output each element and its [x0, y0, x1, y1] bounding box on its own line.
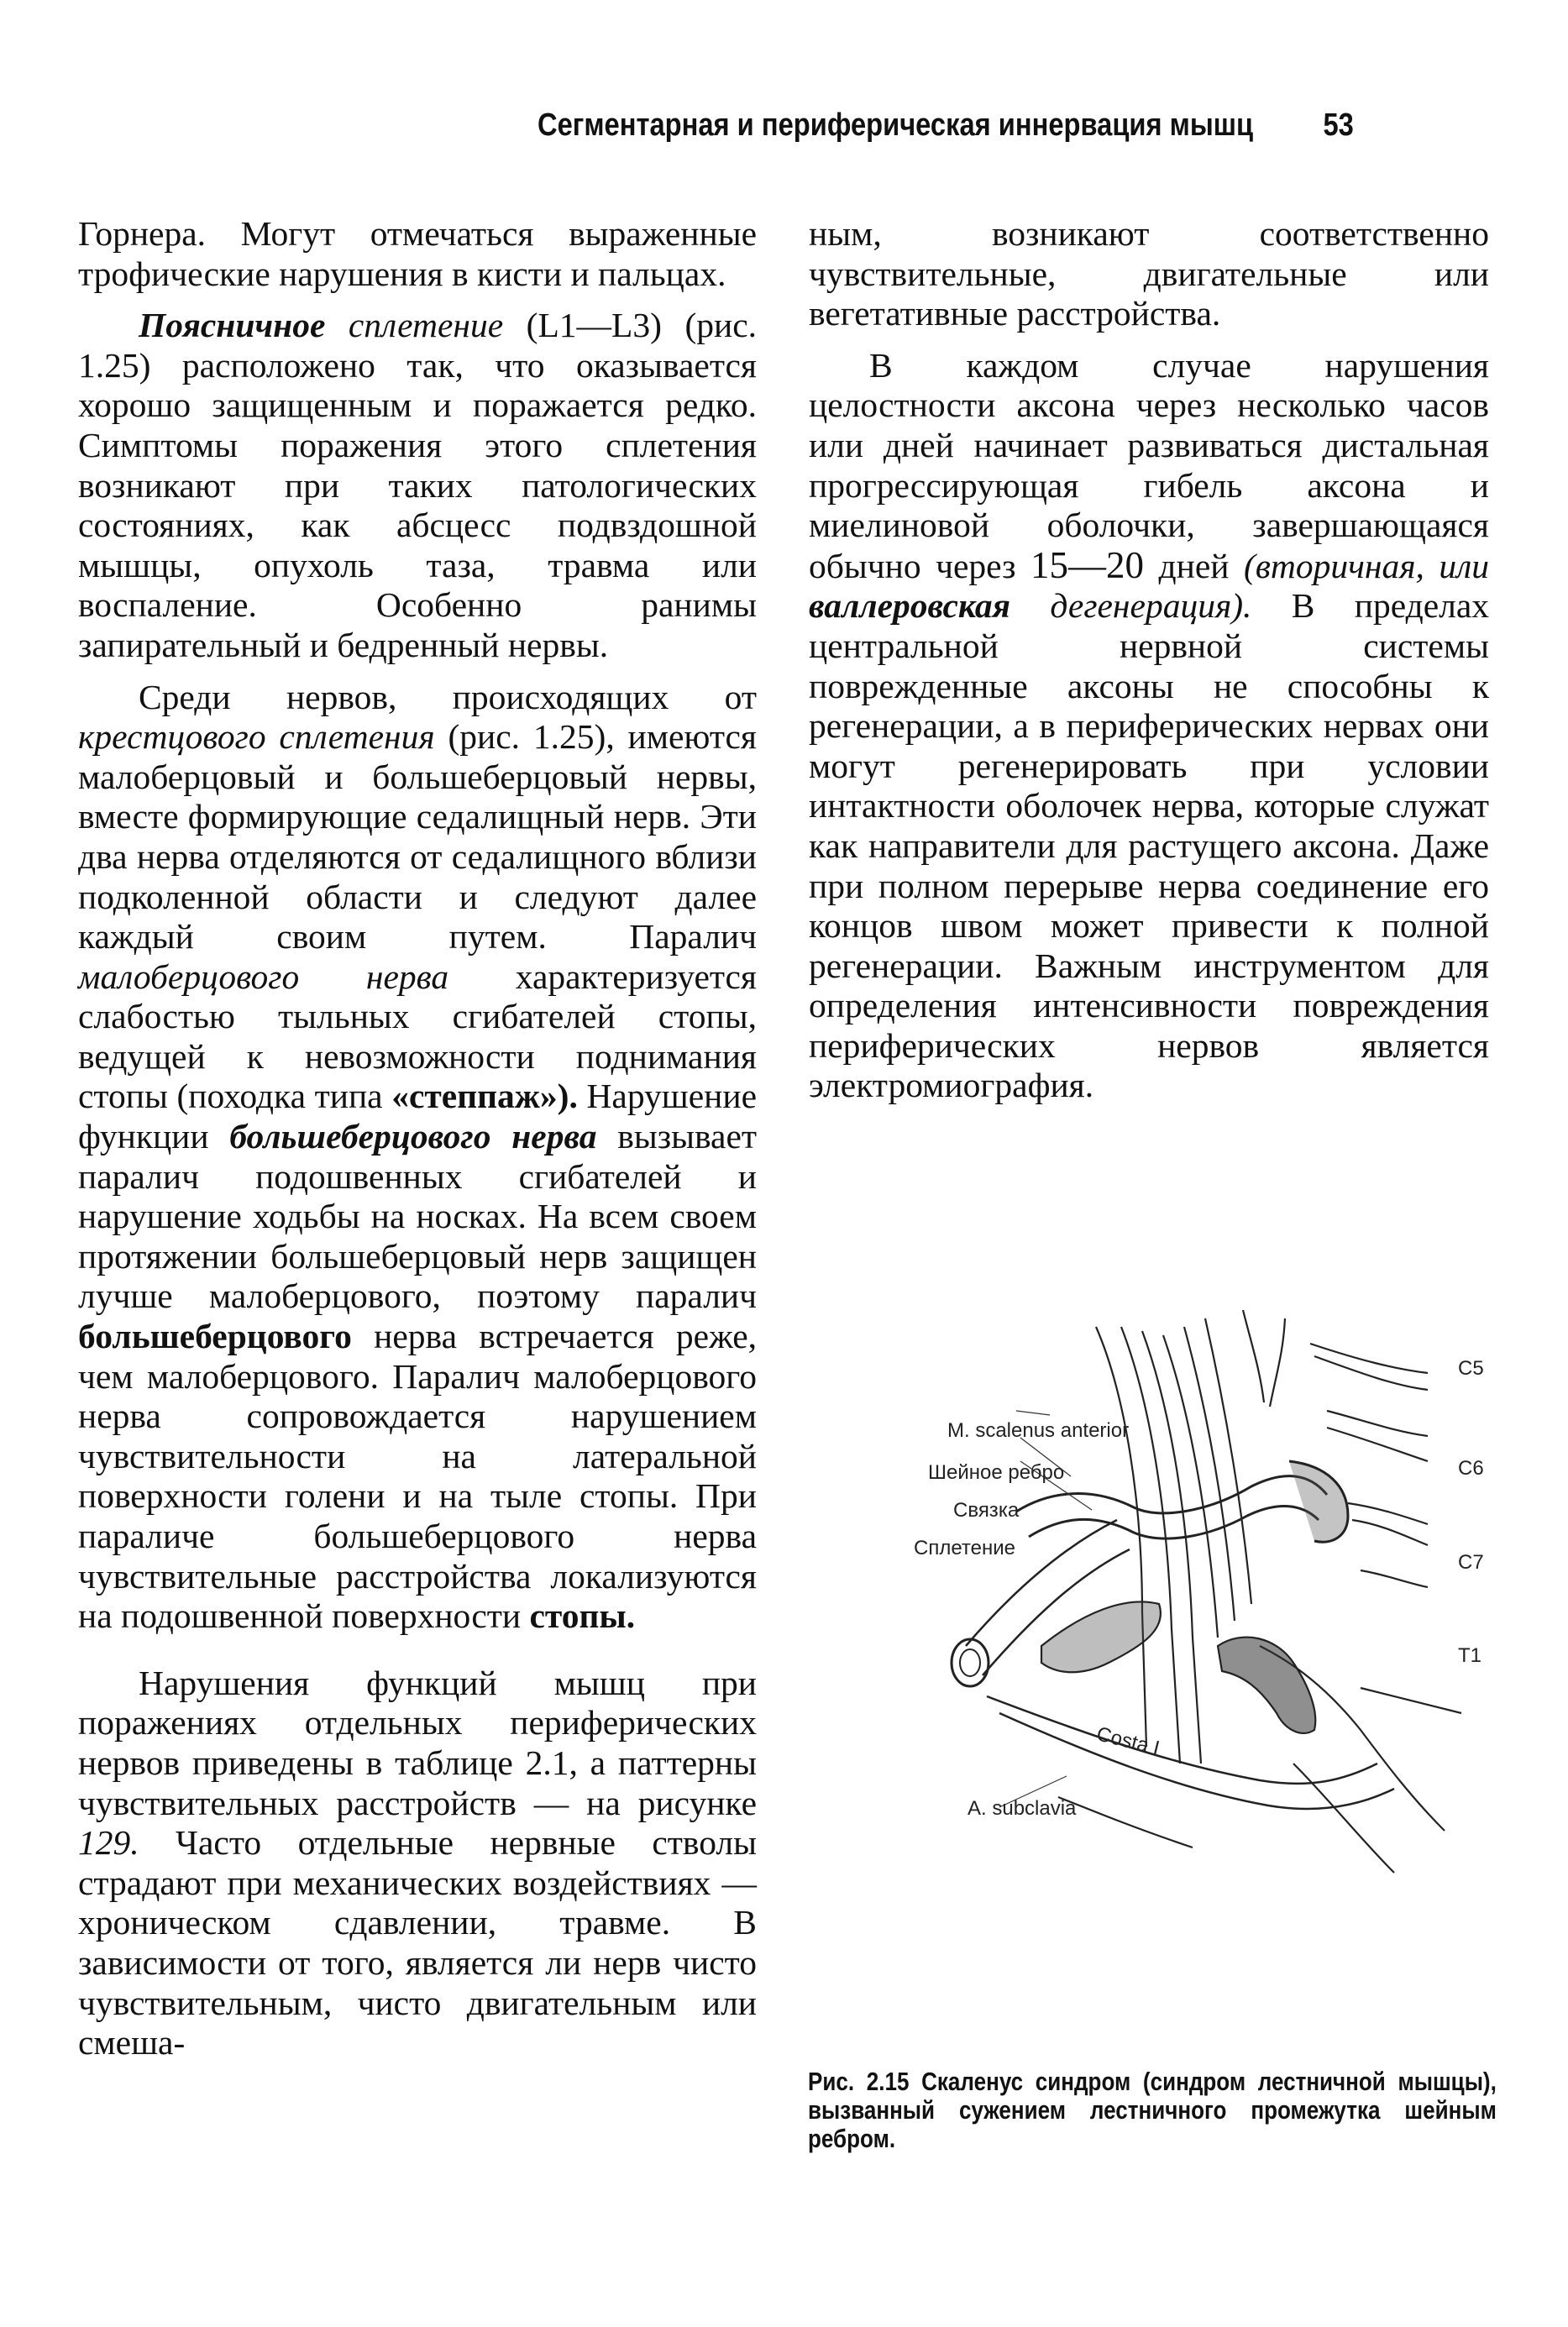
label-cervical-rib: Шейное ребро	[928, 1461, 1065, 1484]
axon-days-word: дней	[1158, 546, 1230, 585]
paragraph-lumbar-plexus	[78, 306, 757, 665]
paragraph-axon-degeneration	[809, 346, 1489, 1106]
label-ligament: Связка	[953, 1499, 1020, 1522]
label-c5: C5	[1458, 1357, 1484, 1380]
sacral-text-c: характеризуется слабостью тыльных сгибателей стопы, ведущей к невозможности поднимания стопы (походка типа	[78, 956, 758, 1116]
term-foot: стопы.	[529, 1596, 636, 1636]
label-t1: T1	[1458, 1644, 1482, 1667]
axon-text-a: В каждом случае нарушения целостности аксона через несколько часов или дней начинает развиваться дистальная прогрессирующая гибель аксона и миелиновой оболочки, завершающаяся обычно через	[809, 345, 1489, 585]
label-costa-1: Costa I	[1093, 1722, 1162, 1760]
term-or: или	[1439, 546, 1490, 585]
term-secondary: (вторичная,	[1244, 546, 1424, 585]
label-c7: C7	[1458, 1551, 1484, 1574]
peripheral-text-a: Нарушения функций мышц при поражениях отдельных периферических нервов приведены в таблице 2.1, а паттерны чувствительных расстройств — на рисунке	[78, 1663, 757, 1822]
paragraph-continuation: ным, возникают соответственно чувствительные, двигательные или вегетативные расстройства.	[809, 214, 1489, 333]
lumbar-text: (рис. 1.25) расположено так, что оказывается хорошо защищенным и поражается редко. Симптомы поражения этого сплетения возникают при таких патологических состояниях, как абсцесс подвздошной мышцы, опухоль таза, травма или воспаление. Особенно ранимы запирательный и бедренный нервы.	[78, 306, 758, 664]
term-degeneration: дегенерация).	[1050, 586, 1252, 626]
term-tibial-nerve: большеберцового нерва	[229, 1117, 597, 1156]
paragraph-horner: Горнера. Могут отмечаться выраженные трофические нарушения в кисти и пальцах.	[78, 214, 757, 293]
term-wallerian: валлеровская	[809, 586, 1011, 626]
axon-text-c: В пределах центральной нервной системы поврежденные аксоны не способны к регенерации, а в периферических нервах они могут регенерировать при условии интактности оболочек нерва, которые служат как направители для растущего аксона. Даже при полном перерыве нерва соединение его концов швом может привести к полной регенерации. Важным инструментом для определения интенсивности повреждения периферических нервов является электромиография.	[809, 586, 1490, 1105]
sacral-text-a: Среди нервов, происходящих от	[139, 677, 757, 716]
peripheral-text-b: Часто отдельные нервные стволы страдают при механических воздействиях — хроническом сдавлении, травме. В зависимости от того, является ли нерв чисто чувствительным, чисто двигательным или смеша-	[78, 1823, 757, 2062]
figure-caption: Рис. 2.15 Скаленус синдром (синдром лестничной мышцы), вызванный сужением лестничного промежутка шейным ребром.	[808, 2067, 1497, 2153]
term-lumbar: Поясничное	[139, 306, 326, 345]
sacral-text-e: вызывает паралич подошвенных сгибателей и нарушение ходьбы на носках. На всем своем протяжении большеберцовый нерв защищен лучше малоберцового, поэтому паралич	[78, 1117, 758, 1316]
paragraph-peripheral-nerves	[78, 1664, 757, 2063]
term-sacral-plexus: крестцового сплетения	[78, 717, 435, 757]
term-steppage: «степпаж»).	[391, 1077, 578, 1116]
page-number: 53	[1323, 107, 1354, 143]
right-column	[809, 214, 1489, 1106]
label-c6: C6	[1458, 1457, 1484, 1480]
figure-reference: 129.	[78, 1823, 139, 1863]
term-plexus: сплетение	[348, 306, 504, 345]
term-tibial-bold: большеберцового	[78, 1317, 352, 1356]
running-header	[538, 107, 1354, 158]
label-plexus: Сплетение	[914, 1537, 1015, 1559]
left-column	[78, 214, 757, 2063]
term-peroneal-nerve: малоберцового нерва	[78, 956, 449, 996]
sacral-text-f: нерва встречается реже, чем малоберцового. Паралич малоберцового нерва сопровождается нарушением чувствительности на латеральной поверхности голени и на тыле стопы. При параличе большеберцового нерва чувствительные расстройства локализуются на подошвенной поверхности	[78, 1317, 757, 1636]
scalenus-syndrome-figure	[890, 1293, 1512, 1889]
lumbar-segments: (L1—L3)	[526, 306, 662, 345]
paragraph-sacral-plexus	[78, 678, 757, 1637]
running-title: Сегментарная и периферическая иннервация мышц	[538, 107, 1254, 143]
sacral-text-b: (рис. 1.25), имеются малоберцовый и большеберцовый нервы, вместе формирующие седалищный нерв. Эти два нерва отделяются от седалищного вблизи подколенной области и следуют далее каждый своим путем. Паралич	[78, 717, 758, 956]
axon-days: 15—20	[1030, 543, 1144, 586]
label-subclavian-artery: A. subclavia	[968, 1797, 1077, 1820]
label-scalenus-anterior: M. scalenus anterior	[947, 1419, 1130, 1442]
sacral-text-d: Нарушение функции	[78, 1077, 758, 1156]
